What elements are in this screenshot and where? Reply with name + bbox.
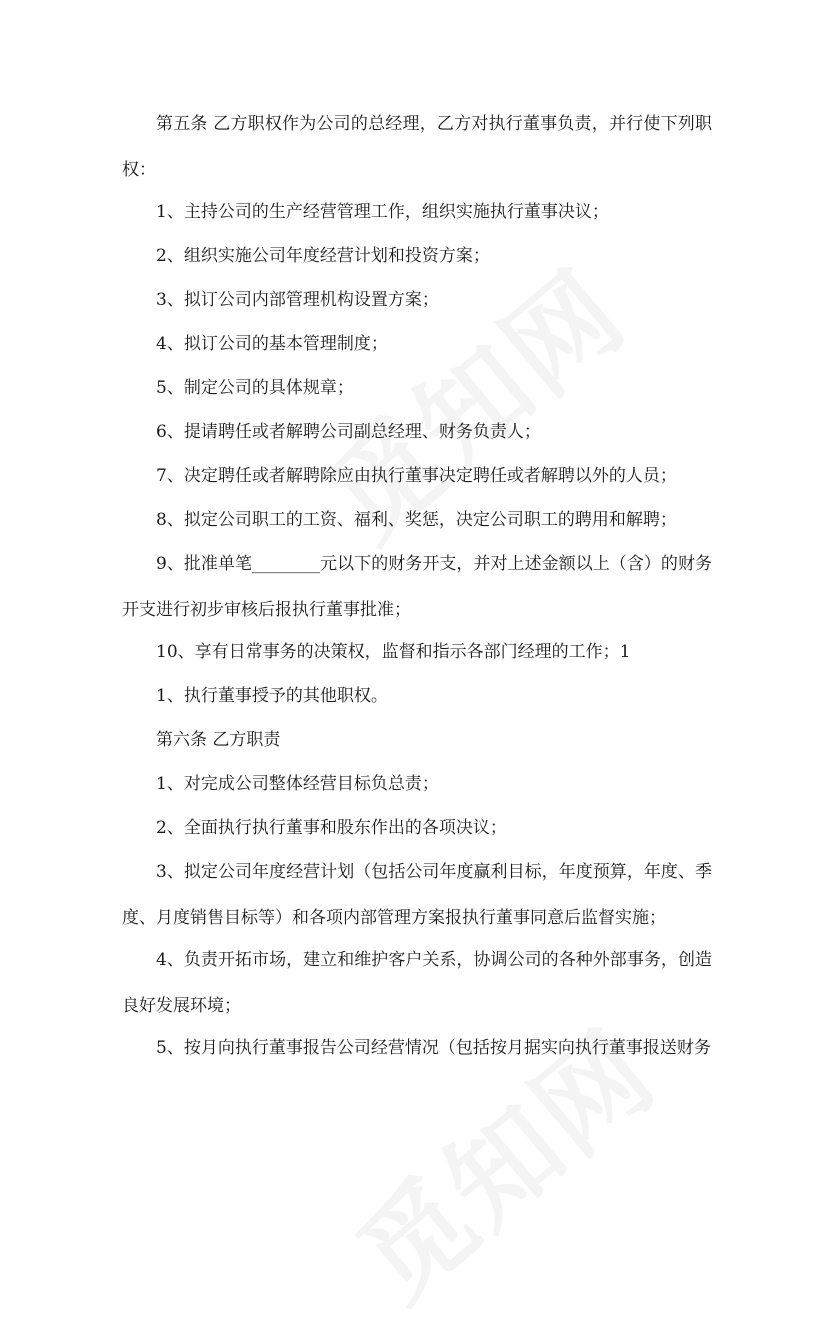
list-item: 5、制定公司的具体规章； bbox=[156, 378, 354, 398]
list-item: 1、执行董事授予的其他职权。 bbox=[156, 686, 388, 706]
article-6-heading: 第六条 乙方职责 bbox=[156, 730, 281, 750]
list-item: 3、拟订公司内部管理机构设置方案； bbox=[156, 290, 439, 310]
list-item: 7、决定聘任或者解聘除应由执行董事决定聘任或者解聘以外的人员； bbox=[156, 466, 677, 486]
article-5-heading: 第五条 乙方职权作为公司的总经理，乙方对执行董事负责，并行使下列职权： bbox=[122, 114, 712, 180]
list-item: 4、拟订公司的基本管理制度； bbox=[156, 334, 388, 354]
list-item: 5、按月向执行董事报告公司经营情况（包括按月据实向执行董事报送财务 bbox=[156, 1038, 711, 1058]
list-item: 1、主持公司的生产经营管理工作，组织实施执行董事决议； bbox=[156, 202, 609, 222]
list-item: 1、对完成公司整体经营目标负总责； bbox=[156, 774, 439, 794]
list-item: 2、全面执行执行董事和股东作出的各项决议； bbox=[156, 818, 507, 838]
list-item: 3、拟定公司年度经营计划（包括公司年度赢利目标，年度预算，年度、季度、月度销售目标等）和各项内部管理方案报执行董事同意后监督实施； bbox=[122, 862, 712, 928]
list-item: 9、批准单笔________元以下的财务开支，并对上述金额以上（含）的财务开支进行初步审核后报执行董事批准； bbox=[122, 554, 712, 620]
list-item: 8、拟定公司职工的工资、福利、奖惩，决定公司职工的聘用和解聘； bbox=[156, 510, 677, 530]
list-item: 10、享有日常事务的决策权，监督和指示各部门经理的工作；1 bbox=[156, 642, 631, 662]
list-item: 6、提请聘任或者解聘公司副总经理、财务负责人； bbox=[156, 422, 541, 442]
list-item: 2、组织实施公司年度经营计划和投资方案； bbox=[156, 246, 490, 266]
list-item: 4、负责开拓市场，建立和维护客户关系，协调公司的各种外部事务，创造良好发展环境； bbox=[122, 950, 712, 1016]
